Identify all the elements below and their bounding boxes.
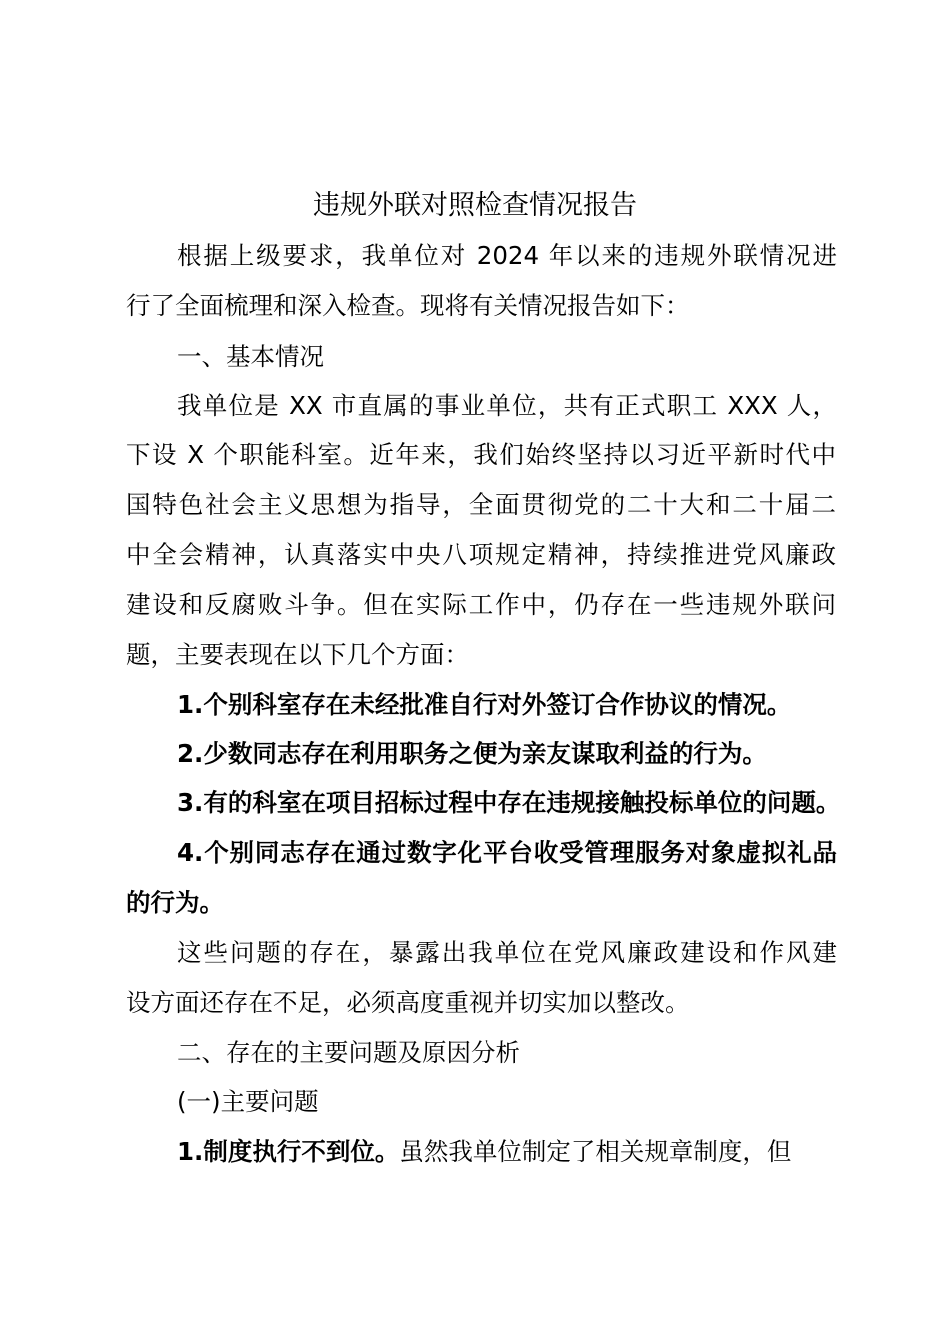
- basic-line-2: 下设 X 个职能科室。近年来，我们始终坚持以习近平新时代中: [126, 440, 836, 469]
- conclusion-line-1: 这些问题的存在，暴露出我单位在党风廉政建设和作风建: [177, 938, 837, 967]
- intro-line-2: 行了全面梳理和深入检查。现将有关情况报告如下：: [126, 291, 690, 320]
- conclusion-line-2: 设方面还存在不足，必须高度重视并切实加以整改。: [126, 988, 690, 1017]
- section-heading-problems: 二、存在的主要问题及原因分析: [177, 1038, 520, 1067]
- basic-line-5: 建设和反腐败斗争。但在实际工作中，仍存在一些违规外联问: [126, 590, 836, 619]
- issue-item-1: 1.个别科室存在未经批准自行对外签订合作协议的情况。: [177, 690, 792, 719]
- intro-line-1: 根据上级要求，我单位对 2024 年以来的违规外联情况进: [177, 241, 837, 270]
- section-heading-basic: 一、基本情况: [177, 342, 324, 371]
- problem-line-1: [177, 1132, 837, 1172]
- basic-line-4: 中全会精神，认真落实中央八项规定精神，持续推进党风廉政: [126, 540, 836, 569]
- basic-line-1: 我单位是 XX 市直属的事业单位，共有正式职工 XXX 人，: [177, 391, 837, 420]
- issue-item-3: 3.有的科室在项目招标过程中存在违规接触投标单位的问题。: [177, 788, 841, 817]
- problem-1-title: 1.制度执行不到位。: [177, 1137, 400, 1166]
- basic-line-6: 题，主要表现在以下几个方面：: [126, 640, 469, 669]
- basic-line-3: 国特色社会主义思想为指导，全面贯彻党的二十大和二十届二: [126, 490, 836, 519]
- issue-item-2: 2.少数同志存在利用职务之便为亲友谋取利益的行为。: [177, 739, 767, 768]
- problem-1-text: 虽然我单位制定了相关规章制度，但: [399, 1137, 792, 1166]
- document-title: 违规外联对照检查情况报告: [313, 190, 637, 221]
- subsection-heading-main-problems: (一)主要问题: [177, 1087, 319, 1116]
- issue-item-4: 4.个别同志存在通过数字化平台收受管理服务对象虚拟礼品: [177, 838, 837, 867]
- issue-item-4-continued: 的行为。: [126, 888, 224, 917]
